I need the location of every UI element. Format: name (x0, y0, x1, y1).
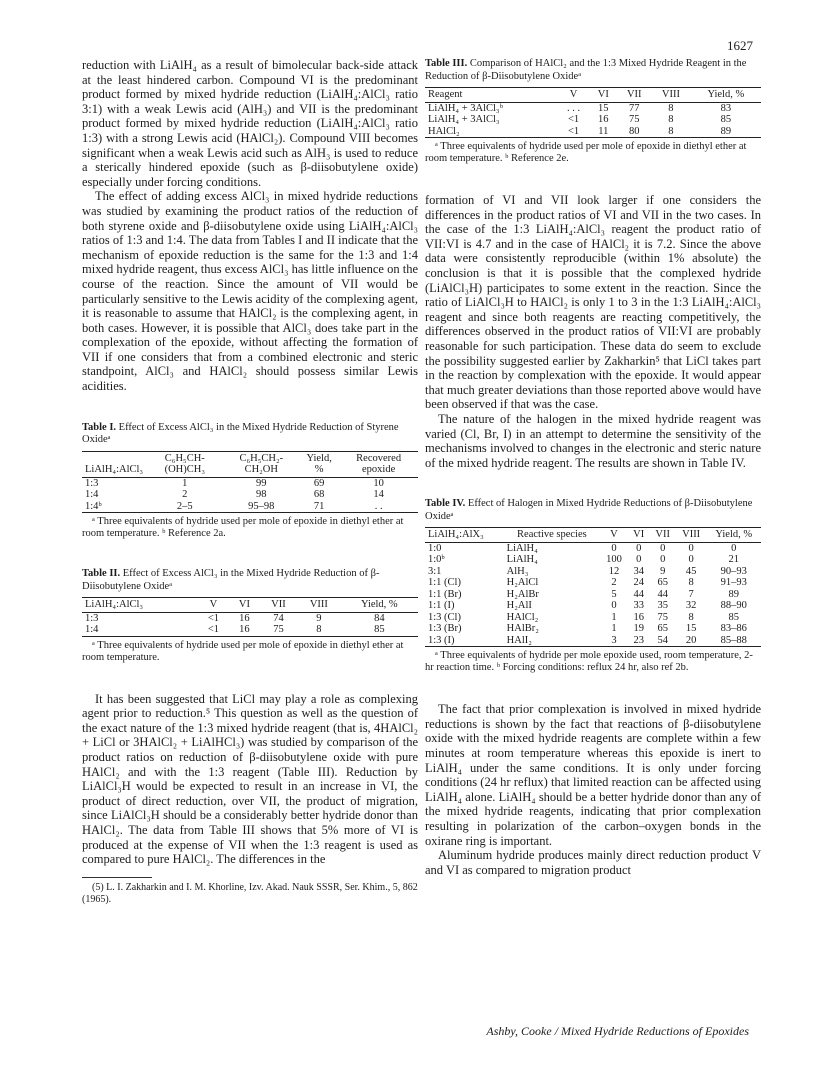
table-cell: LiAlH₄ + 3AlCl₃ᵇ (428, 102, 503, 114)
table-2-label: Table II. (82, 568, 121, 580)
table-3 (425, 58, 761, 165)
table-1-header: C₆H₅CH₂-CH₂OH (239, 452, 284, 476)
table-2-header: V (209, 599, 218, 611)
table-cell: 16 (598, 114, 609, 125)
table-row (425, 589, 761, 601)
table-cell: 2 (611, 577, 617, 589)
table-cell: . . . (566, 102, 581, 114)
table-3-header: VIII (661, 89, 680, 100)
table-4-body (425, 542, 761, 647)
table-cell: 0 (636, 554, 642, 566)
table-cell: 1 (182, 477, 188, 489)
table-cell: 1:3 (85, 477, 99, 489)
table-1-footnote: ᵃ Three equivalents of hydride used per mole of epoxide in diethyl ether at room temperature. ᵇ Reference 2a. (82, 516, 404, 540)
table-4-grid (425, 527, 761, 647)
table-row (425, 114, 761, 126)
table-2-title: Effect of Excess AlCl₃ in the Mixed Hydride Reduction of β-Diisobutylene Oxideᵃ (82, 568, 380, 592)
table-cell: 99 (256, 477, 267, 489)
table-cell: 68 (313, 489, 325, 501)
table-2-header: VII (271, 599, 286, 611)
table-1-title: Effect of Excess AlCl₃ in the Mixed Hydride Reduction of Styrene Oxideᵃ (82, 421, 399, 446)
table-cell: 32 (685, 600, 697, 612)
table-3-caption (425, 58, 761, 83)
table-2-header: VI (238, 599, 250, 611)
table-cell: 16 (633, 611, 644, 623)
table-cell: 91–93 (720, 577, 747, 589)
left-paragraph-2: The effect of adding excess AlCl₃ in mixed hydride reductions was studied by examining the product ratios of the reduction of both styrene oxide and β-diisobutylene oxide using LiAlH₄:AlCl₃ ratios of 1:3 and 1:4. The data from Tables I and II indicate that the mechanism of epoxide reduction is the same for the 1:3 and 1:4 mixed hydride reagent, thus excess AlCl₃ has little influence on the course of the reaction. Since the amount of VII would be particularly sensitive to the Lewis acidity of the complexing agent, it is reasonable to assume that HAlCl₂ is the complexing agent, in both cases. However, it is possible that AlCl₃ does take part in the complexation of the epoxide, without affecting the formation of VII if one considers that from a combined electronic and steric standpoint, AlCl₃ and HAlCl₂ should possess similar Lewis acidities. (82, 189, 418, 394)
reference-5: (5) L. I. Zakharkin and I. M. Khorline, Izv. Akad. Nauk SSSR, Ser. Khim., 5, 862 (1965). (82, 881, 418, 905)
table-cell: H₂AlBr (506, 588, 539, 600)
table-3-header: Reagent (428, 89, 463, 100)
table-row (425, 623, 761, 635)
table-cell: 35 (657, 600, 668, 612)
table-cell: 75 (657, 611, 668, 623)
table-cell: <1 (207, 624, 220, 636)
table-cell: 8 (668, 102, 674, 114)
table-cell: <1 (567, 125, 580, 137)
table-row (82, 489, 418, 501)
table-4-header: Reactive species (517, 529, 587, 541)
table-cell: 65 (657, 623, 668, 635)
table-1-label: Table I. (82, 421, 117, 433)
table-3-grid (425, 87, 761, 138)
table-cell: 1:0 (428, 542, 442, 554)
table-cell: 9 (316, 612, 322, 624)
table-3-header: VI (597, 89, 609, 100)
table-cell: 1:1 (I) (428, 600, 455, 612)
table-1 (82, 422, 418, 541)
table-cell: 0 (688, 542, 694, 554)
left-column (82, 58, 418, 906)
table-cell: 3 (611, 634, 617, 646)
table-cell: 85 (728, 611, 739, 623)
table-cell: 0 (611, 600, 617, 612)
table-cell: 90–93 (720, 565, 747, 577)
table-4-footnote: ᵃ Three equivalents of hydride per mole epoxide used, room temperature, 2-hr reaction time. ᵇ Forcing conditions: reflux 24 hr, also ref 2b. (425, 650, 753, 674)
table-cell: 15 (598, 102, 609, 114)
table-3-label: Table III. (425, 58, 468, 69)
table-cell: AlH₃ (506, 565, 529, 577)
right-paragraph-3: The fact that prior complexation is involved in mixed hydride reductions is shown by the fact that reactions of β-diisobutylene oxide with the mixed hydride reagents are complete within a few minutes at room temperature whereas this epoxide is inert to LiAlH₄ under the same conditions. It is only under forcing conditions (24 hr reflux) that limited reaction can be affected using LiAlH₄ alone. LiAlH₄ should be a better hydride donor than any of the mixed hydride reagents, indicating that prior complexation resulting in polarization of the carbon–oxygen bonds in the oxirane ring is important. (425, 702, 761, 848)
table-cell: 77 (628, 102, 640, 114)
table-4-header: Yield, % (715, 529, 753, 541)
table-cell: 5 (611, 588, 617, 600)
table-cell: 8 (316, 624, 322, 636)
table-cell: 1:1 (Cl) (428, 577, 461, 589)
table-2-header: LiAlH₄:AlCl₃ (85, 599, 144, 611)
table-cell: . . (374, 500, 383, 512)
table-cell: 15 (685, 623, 697, 635)
table-cell: 1:1 (Br) (428, 588, 462, 600)
table-cell: 24 (633, 577, 644, 589)
table-4-caption (425, 498, 761, 523)
table-cell: 0 (660, 554, 666, 566)
table-cell: LiAlH₄ (506, 554, 538, 566)
table-1-caption (82, 422, 418, 447)
table-1-header: Yield, % (306, 452, 332, 476)
table-3-title: Comparison of HAlCl₂ and the 1:3 Mixed Hydride Reagent in the Reduction of β-Diisobutylene Oxideᵃ (425, 58, 747, 82)
table-cell: 0 (636, 542, 642, 554)
table-cell: 54 (657, 634, 668, 646)
table-cell: 0 (731, 542, 737, 554)
table-1-header: C₆H₅CH-(OH)CH₃ (164, 452, 205, 476)
table-cell: 85–88 (720, 634, 747, 646)
table-cell: 1 (611, 623, 617, 635)
table-cell: 3:1 (428, 565, 442, 577)
table-4-title: Effect of Halogen in Mixed Hydride Reductions of β-Diisobutylene Oxideᵃ (425, 498, 753, 522)
table-cell: 7 (688, 588, 694, 600)
table-cell: HAlCl₂ (428, 125, 460, 137)
table-cell: 8 (688, 577, 694, 589)
table-3-footnote: ᵃ Three equivalents of hydride used per mole of epoxide in diethyl ether at room temperature. ᵇ Reference 2e. (425, 141, 747, 164)
right-paragraph-4: Aluminum hydride produces mainly direct reduction product V and VI as compared to migration product (425, 848, 761, 877)
table-cell: 11 (598, 125, 609, 137)
table-cell: 71 (313, 500, 325, 512)
table-cell: 34 (633, 565, 644, 577)
table-3-header: Yield, % (707, 89, 745, 100)
table-cell: 44 (633, 588, 644, 600)
table-cell: 1:4 (85, 624, 99, 636)
table-cell: 75 (273, 624, 284, 636)
table-row (425, 635, 761, 647)
table-cell: 33 (633, 600, 644, 612)
table-cell: 95–98 (248, 500, 275, 512)
table-cell: 10 (373, 477, 384, 489)
table-cell: 1:3 (Cl) (428, 611, 461, 623)
table-cell: 69 (313, 477, 325, 489)
table-cell: 19 (633, 623, 644, 635)
footnote-rule (82, 877, 152, 878)
table-cell: 16 (239, 612, 250, 624)
table-row (82, 612, 418, 624)
table-cell: 89 (728, 588, 739, 600)
table-2-grid (82, 597, 418, 637)
left-paragraph-1: reduction with LiAlH₄ as a result of bimolecular back-side attack at the least hindered carbon. Compound VI is the predominant product formed by mixed hydride reduction (LiAlH₄:AlCl₃ ratio 3:1) with a weak Lewis acid (AlH₃) and VII is the predominant product formed by mixed hydride reduction (LiAlH₄:AlCl₃ ratio 1:3) with a strong Lewis acid (HAlCl₂). Compound VIII becomes significant when a weak Lewis acid such as AlH₃ is used to reduce a sterically hindered epoxide (such as β-diisobutylene oxide) especially under forcing conditions. (82, 58, 418, 189)
table-cell: 44 (657, 588, 668, 600)
table-cell: 85 (720, 114, 732, 125)
table-cell: 74 (273, 612, 284, 624)
table-cell: <1 (567, 114, 580, 125)
table-cell: 0 (660, 542, 666, 554)
table-4-header: VI (633, 529, 645, 541)
table-row (82, 477, 418, 489)
table-cell: HAlI₂ (506, 634, 532, 646)
table-cell: 12 (608, 565, 620, 577)
table-2-header: VIII (309, 599, 328, 611)
running-footer: Ashby, Cooke / Mixed Hydride Reductions of Epoxides (486, 1024, 749, 1038)
table-cell: 16 (239, 624, 250, 636)
table-cell: 98 (256, 489, 267, 501)
table-2 (82, 568, 418, 664)
table-cell: 8 (668, 114, 674, 125)
table-2-caption (82, 568, 418, 593)
right-column (425, 58, 761, 877)
table-3-header: V (569, 89, 578, 100)
table-cell: 0 (611, 542, 617, 554)
table-4-header: VII (655, 529, 670, 541)
table-cell: 80 (628, 125, 640, 137)
table-cell: 8 (688, 611, 694, 623)
table-2-footnote: ᵃ Three equivalents of hydride used per mole of epoxide in diethyl ether at room temperature. (82, 639, 404, 663)
table-cell: H₂AlI (506, 600, 532, 612)
table-cell: LiAlH₄ (506, 542, 538, 554)
page-number: 1627 (727, 38, 753, 53)
table-1-header: Recovered epoxide (356, 452, 402, 476)
table-4-header: VIII (682, 529, 701, 541)
table-row (425, 126, 761, 138)
table-4-header: LiAlH₄:AlX₃ (428, 529, 484, 541)
table-cell: LiAlH₄ + 3AlCl₃ (428, 114, 500, 125)
table-cell: 100 (606, 554, 622, 566)
table-cell: 1:0ᵇ (428, 554, 445, 566)
table-cell: 9 (660, 565, 666, 577)
table-cell: 23 (633, 634, 644, 646)
table-1-grid (82, 451, 418, 514)
table-row (425, 554, 761, 566)
table-cell: 75 (628, 114, 640, 125)
table-cell: 20 (685, 634, 697, 646)
table-cell: 2–5 (176, 500, 193, 512)
table-row (82, 624, 418, 636)
table-cell: H₂AlCl (506, 577, 539, 589)
table-row (425, 566, 761, 578)
table-cell: 88–90 (720, 600, 747, 612)
table-cell: <1 (207, 612, 220, 624)
table-cell: 1:3 (85, 612, 99, 624)
table-cell: 83–86 (720, 623, 747, 635)
table-2-header: Yield, % (360, 599, 398, 611)
table-cell: 8 (668, 125, 674, 137)
table-cell: 45 (685, 565, 697, 577)
table-cell: 65 (657, 577, 668, 589)
table-1-header: LiAlH₄:AlCl₃ (85, 464, 144, 476)
table-cell: 1 (611, 611, 617, 623)
table-cell: 2 (182, 489, 188, 501)
table-cell: 1:4ᵇ (85, 500, 102, 512)
table-cell: 14 (373, 489, 384, 501)
table-row (425, 542, 761, 554)
table-cell: 1:3 (Br) (428, 623, 462, 635)
table-4-header: V (610, 529, 618, 541)
table-cell: 83 (720, 102, 732, 114)
table-3-header: VII (626, 89, 642, 100)
table-row (425, 600, 761, 612)
table-row (425, 102, 761, 114)
table-4-label: Table IV. (425, 498, 466, 510)
table-row (425, 577, 761, 589)
table-cell: HAlCl₂ (506, 611, 539, 623)
table-cell: HAlBr₂ (506, 623, 539, 635)
right-paragraph-2: The nature of the halogen in the mixed hydride reagent was varied (Cl, Br, I) in an attempt to determine the sensitivity of the mechanisms involved to changes in the electronic and steric nature of the mixed hydride reagent. The results are shown in Table IV. (425, 411, 761, 470)
left-paragraph-3: It has been suggested that LiCl may play a role as complexing agent prior to reduction.⁵ This question as well as the question of the exact nature of the 1:3 mixed hydride reagent (that is, 4HAlCl₂ + LiCl or 3HAlCl₂ + LiAlHCl₃) was studied by comparison of the product ratios on reduction of β-diisobutylene oxide with pure HAlCl₂ and with the 1:3 reagent (Table III). Reduction by LiAlCl₃H would be expected to result in an increase in VI, the product of direct reduction, over VII, the product of migration, since LiAlCl₃H should be a considerably better hydride donor than HAlCl₂. The data from Table III shows that 5% more of VI is produced at the expense of VII when the 1:3 reagent is used as compared to pure HAlCl₂. The differences in the (82, 691, 418, 867)
table-cell: 21 (728, 554, 739, 566)
table-cell: 1:4 (85, 489, 99, 501)
table-row (82, 501, 418, 513)
table-cell: 0 (688, 554, 694, 566)
right-paragraph-1: formation of VI and VII look larger if one considers the differences in the product ratios of VI and VII in the two cases. In the case of the 1:3 LiAlH₄:AlCl₃ reagent the product ratio of VII:VI is 4.7 and in the case of HAlCl₂ it is 7.2. Since the above data were consistently reproducible (within 1% absolute) the conclusion is that it is possible that the complexed hydride (LiAlCl₃H) participates to some extent in the reaction. Since the ratio of LiAlCl₃H to HAlCl₂ is only 1 to 3 in the 1:3 LiAlH₄:AlCl₃ reagent and since both reagents are reacting competitively, the differences observed in the product ratios of VII:VI are probably reasonable for such participation. These data do seem to exclude the possibility suggested earlier by Zakharkin⁵ that LiCl takes part in the reaction by complexation with the epoxide. It would appear that much greater deviations than those reported above would have been observed if that was the case. (425, 193, 761, 412)
table-cell: 85 (374, 624, 385, 636)
table-cell: 84 (374, 612, 385, 624)
table-row (425, 612, 761, 624)
table-cell: 1:3 (I) (428, 634, 455, 646)
table-cell: 89 (720, 125, 732, 137)
table-4 (425, 498, 761, 674)
